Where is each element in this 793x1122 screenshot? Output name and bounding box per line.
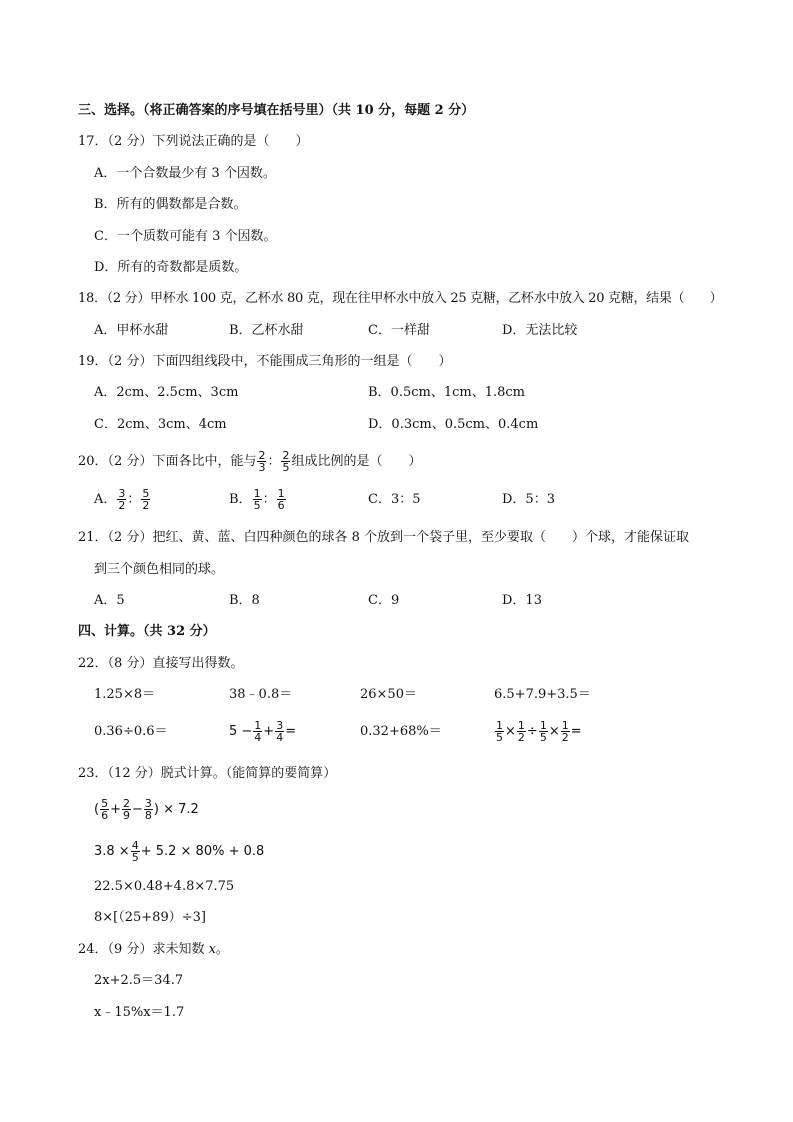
- question-24-equation-2: x﹣15%x＝1.7: [94, 1005, 185, 1020]
- question-20-stem-suffix: 组成比例的是（ ）: [291, 454, 422, 469]
- question-19-stem: 19．（2 分）下面四组线段中，不能围成三角形的一组是（ ）: [78, 354, 452, 369]
- colon: ：: [267, 454, 281, 469]
- question-21-option-b: B．8: [229, 593, 260, 608]
- question-20-option-b: B． $\frac{1}{5}$ ： $\frac{1}{6}$: [229, 487, 285, 512]
- fraction: $\frac{2}{3}$: [258, 449, 266, 474]
- question-21-option-c: C．9: [368, 593, 400, 608]
- question-22-item-2: 38﹣0.8＝: [229, 687, 293, 702]
- question-22-item-1: 1.25×8＝: [94, 687, 156, 702]
- question-17-option-d: D．所有的奇数都是质数。: [94, 260, 248, 275]
- question-21-option-a: A．5: [94, 593, 125, 608]
- question-22-item-3: 26×50＝: [360, 687, 417, 702]
- question-19-option-c: C．2cm、3cm、4cm: [94, 417, 227, 432]
- question-20-stem: [78, 448, 421, 476]
- question-20-option-d: D．5：3: [502, 492, 555, 507]
- question-18-option-d: D．无法比较: [502, 323, 578, 338]
- question-23-expression-2: 3.8 × $\frac{4}{5}$ + 5.2 × 80% + 0.8: [94, 839, 265, 864]
- question-22-item-5: 0.36÷0.6＝: [94, 724, 168, 739]
- question-23-expression-4: 8×[（25+89）÷3]: [94, 910, 206, 925]
- question-17-option-a: A．一个合数最少有 3 个因数。: [94, 166, 276, 181]
- question-24-stem: 24．（9 分）求未知数 x。: [78, 942, 229, 957]
- question-20-option-a: A． $\frac{3}{2}$ ： $\frac{5}{2}$: [94, 487, 150, 512]
- question-23-expression-1: ( $\frac{5}{6}$ + $\frac{2}{9}$ − $\frac{3}{8}$ ) × 7.2: [94, 797, 199, 822]
- question-23-expression-3: 22.5×0.48+4.8×7.75: [94, 879, 235, 894]
- question-19-option-d: D．0.3cm、0.5cm、0.4cm: [368, 417, 539, 432]
- question-21-option-d: D．13: [502, 593, 542, 608]
- question-22-item-6: 5 − $\frac{1}{4}$ + $\frac{3}{4}$ =: [229, 719, 297, 744]
- question-20-option-c: C．3：5: [368, 492, 421, 507]
- question-18-option-a: A．甲杯水甜: [94, 323, 169, 338]
- section-4-title: 四、计算。（共 32 分）: [78, 624, 216, 639]
- question-24-equation-1: 2x+2.5＝34.7: [94, 973, 184, 988]
- question-17-option-b: B．所有的偶数都是合数。: [94, 197, 247, 212]
- question-17-option-c: C．一个质数可能有 3 个因数。: [94, 229, 277, 244]
- question-21-stem-line1: 21．（2 分）把红、黄、蓝、白四种颜色的球各 8 个放到一个袋子里，至少要取（ ）个球，才能保证取: [78, 530, 689, 545]
- question-18-option-c: C．一样甜: [368, 323, 430, 338]
- question-22-item-8: $\frac{1}{5}$ × $\frac{1}{2}$ ÷ $\frac{1}{5}$ × $\frac{1}{2}$ =: [496, 719, 582, 744]
- section-3-title: 三、选择。（将正确答案的序号填在括号里）（共 10 分，每题 2 分）: [78, 103, 475, 118]
- question-22-item-4: 6.5+7.9+3.5＝: [494, 687, 591, 702]
- question-18-option-b: B．乙杯水甜: [229, 323, 304, 338]
- question-18-stem: 18．（2 分）甲杯水 100 克，乙杯水 80 克，现在往甲杯水中放入 25 克糖，乙杯水中放入 20 克糖，结果（ ）: [78, 291, 723, 306]
- question-21-stem-line2: 到三个颜色相同的球。: [94, 562, 225, 577]
- question-22-item-7: 0.32+68%＝: [360, 724, 442, 739]
- fraction: $\frac{2}{5}$: [282, 449, 290, 474]
- question-19-option-b: B．0.5cm、1cm、1.8cm: [368, 385, 525, 400]
- question-20-stem-prefix: 20．（2 分）下面各比中，能与: [78, 454, 257, 469]
- question-19-option-a: A．2cm、2.5cm、3cm: [94, 385, 239, 400]
- question-23-stem: 23．（12 分）脱式计算。（能简算的要简算）: [78, 766, 337, 781]
- question-22-stem: 22．（8 分）直接写出得数。: [78, 656, 244, 671]
- question-17-stem: 17．（2 分）下列说法正确的是（ ）: [78, 134, 309, 149]
